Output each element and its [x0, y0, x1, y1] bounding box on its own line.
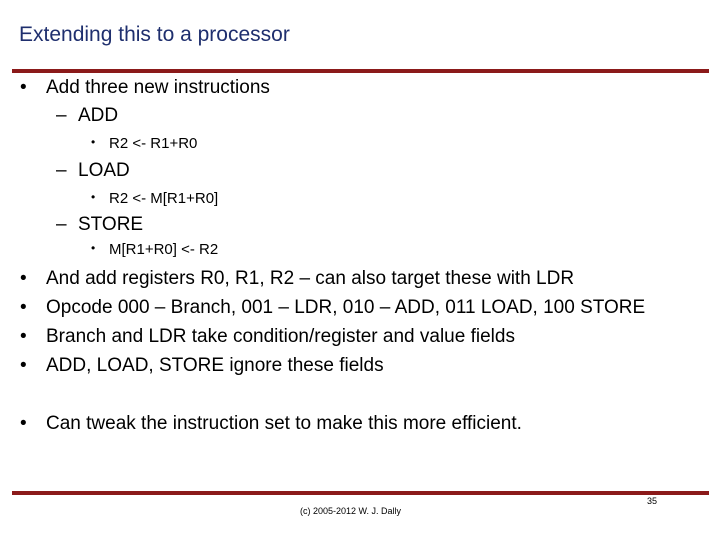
bullet-dot-icon: •: [91, 190, 96, 204]
detail-load: [91, 190, 219, 207]
sub-bullet-store: [56, 214, 144, 235]
bullet-dot-icon: •: [20, 326, 27, 347]
bullet-dot-icon: •: [20, 413, 27, 434]
detail-text: M[R1+R0] <- R2: [109, 241, 219, 258]
slide-title: Extending this to a processor: [19, 23, 290, 46]
bullet-tweak: [20, 413, 522, 434]
sub-bullet-text: ADD: [78, 105, 119, 126]
footer-divider: [12, 491, 709, 495]
dash-icon: –: [56, 105, 67, 126]
detail-text: R2 <- M[R1+R0]: [109, 190, 219, 207]
bullet-text: Can tweak the instruction set to make this more efficient.: [46, 413, 522, 434]
page-number: 35: [647, 496, 658, 506]
bullet-text: Branch and LDR take condition/register and value fields: [46, 326, 515, 347]
sub-bullet-text: LOAD: [78, 160, 130, 181]
sub-bullet-add: [56, 105, 119, 126]
bullet-text: ADD, LOAD, STORE ignore these fields: [46, 355, 384, 376]
bullet-text: And add registers R0, R1, R2 – can also target these with LDR: [46, 268, 575, 289]
footer-copyright: (c) 2005-2012 W. J. Dally: [300, 506, 402, 516]
bullet-dot-icon: •: [20, 355, 27, 376]
bullet-registers: [20, 268, 575, 289]
title-divider: [12, 69, 709, 73]
bullet-ignore-fields: [20, 355, 384, 376]
detail-add: [91, 135, 198, 152]
detail-text: R2 <- R1+R0: [109, 135, 198, 152]
bullet-opcodes: [20, 297, 646, 318]
bullet-dot-icon: •: [91, 241, 96, 255]
bullet-dot-icon: •: [91, 135, 96, 149]
bullet-add-instructions: [20, 77, 270, 98]
sub-bullet-text: STORE: [78, 214, 144, 235]
bullet-dot-icon: •: [20, 77, 27, 98]
bullet-dot-icon: •: [20, 268, 27, 289]
dash-icon: –: [56, 160, 67, 181]
bullet-dot-icon: •: [20, 297, 27, 318]
bullet-text: Opcode 000 – Branch, 001 – LDR, 010 – ADD, 011 LOAD, 100 STORE: [46, 297, 646, 318]
sub-bullet-load: [56, 160, 130, 181]
dash-icon: –: [56, 214, 67, 235]
bullet-text: Add three new instructions: [46, 77, 270, 98]
detail-store: [91, 241, 219, 258]
bullet-branch-ldr: [20, 326, 515, 347]
